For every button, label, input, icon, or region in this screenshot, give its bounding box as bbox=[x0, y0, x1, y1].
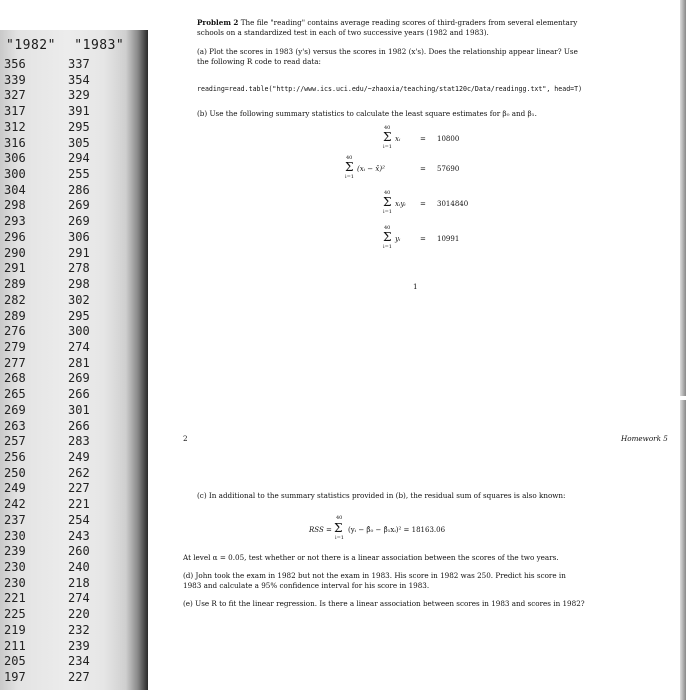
table-row bbox=[0, 293, 140, 309]
table-row bbox=[0, 403, 140, 419]
table-row bbox=[0, 576, 140, 592]
rss-sum-upper: 40 bbox=[336, 515, 343, 521]
score-1982: 219 bbox=[4, 622, 26, 637]
score-1983: 329 bbox=[68, 88, 90, 103]
score-1982: 257 bbox=[4, 434, 26, 449]
sum-lower-limit: i=1 bbox=[345, 174, 354, 180]
score-1983: 274 bbox=[68, 591, 90, 606]
score-1982: 306 bbox=[4, 151, 26, 166]
score-1983: 298 bbox=[68, 277, 90, 292]
header-1982: "1982" bbox=[6, 38, 56, 53]
score-1982: 197 bbox=[4, 670, 26, 685]
homework-page-1 bbox=[155, 5, 675, 395]
sum-expression: xᵢyᵢ bbox=[395, 200, 406, 208]
table-row bbox=[0, 230, 140, 246]
sum-value: 3014840 bbox=[437, 200, 469, 208]
table-row bbox=[0, 340, 140, 356]
score-1982: 296 bbox=[4, 229, 26, 244]
part-a-line-2: the following R code to read data: bbox=[197, 57, 321, 66]
table-row bbox=[0, 261, 140, 277]
sum-lower-limit: i=1 bbox=[383, 209, 392, 215]
score-1982: 268 bbox=[4, 371, 26, 386]
score-1983: 301 bbox=[68, 402, 90, 417]
score-1983: 300 bbox=[68, 324, 90, 339]
header-1983: "1983" bbox=[74, 38, 125, 53]
table-row bbox=[0, 560, 140, 576]
intro-line-2: schools on a standardized test in each of two successive years (1982 and 1983). bbox=[197, 28, 489, 37]
score-1983: 283 bbox=[68, 434, 90, 449]
score-1982: 225 bbox=[4, 607, 26, 622]
score-1982: 230 bbox=[4, 560, 26, 574]
sum-upper-limit: 40 bbox=[384, 190, 391, 196]
table-row bbox=[0, 450, 140, 466]
equals-sign: = bbox=[420, 165, 426, 173]
score-1983: 391 bbox=[68, 104, 90, 119]
table-row bbox=[0, 591, 140, 607]
table-row bbox=[0, 387, 140, 403]
score-1982: 290 bbox=[4, 245, 26, 260]
part-d-line-2: 1983 and calculate a 95% confidence interval for his score in 1983. bbox=[183, 581, 430, 590]
sum-sign: Σ bbox=[383, 195, 392, 209]
sum-upper-limit: 40 bbox=[384, 125, 391, 131]
score-1983: 218 bbox=[68, 575, 90, 590]
score-1982: 279 bbox=[4, 339, 26, 354]
score-1982: 304 bbox=[4, 182, 26, 197]
score-1983: 243 bbox=[68, 528, 90, 543]
table-row bbox=[0, 513, 140, 529]
sum-value: 10800 bbox=[437, 135, 460, 143]
score-1983: 262 bbox=[68, 465, 90, 480]
table-row bbox=[0, 623, 140, 639]
score-1982: 327 bbox=[4, 88, 26, 103]
score-1982: 293 bbox=[4, 214, 26, 229]
score-1983: 249 bbox=[68, 449, 90, 464]
sum-expression: xᵢ bbox=[395, 135, 401, 143]
score-1983: 239 bbox=[68, 638, 90, 653]
score-1982: 356 bbox=[4, 57, 26, 71]
sum-sign: Σ bbox=[334, 521, 343, 535]
equals-sign: = bbox=[420, 200, 426, 208]
page-number-1: 1 bbox=[413, 282, 418, 291]
equals-sign: = bbox=[420, 235, 426, 243]
part-d-line-1: (d) John took the exam in 1982 but not the exam in 1983. His score in 1982 was 250. Predict his score in bbox=[183, 571, 566, 580]
table-row bbox=[0, 73, 140, 89]
table-row bbox=[0, 529, 140, 545]
table-row bbox=[0, 324, 140, 340]
score-1982: 265 bbox=[4, 387, 26, 402]
score-1983: 306 bbox=[68, 229, 90, 244]
sum-sign: Σ bbox=[383, 130, 392, 144]
homework-page-2 bbox=[155, 404, 675, 694]
score-1983: 260 bbox=[68, 544, 90, 559]
sum-lower-limit: i=1 bbox=[383, 144, 392, 150]
score-1983: 337 bbox=[68, 57, 90, 71]
score-1982: 289 bbox=[4, 277, 26, 292]
score-1982: 237 bbox=[4, 512, 26, 527]
page-edge-shadow bbox=[680, 400, 686, 700]
score-1982: 298 bbox=[4, 198, 26, 213]
score-1982: 250 bbox=[4, 465, 26, 480]
score-1983: 254 bbox=[68, 512, 90, 527]
table-row bbox=[0, 214, 140, 230]
page-gap bbox=[150, 396, 700, 404]
score-1983: 281 bbox=[68, 355, 90, 370]
rss-expression: (yᵢ − β̂₀ − β̂₁xᵢ)² = 18163.06 bbox=[348, 526, 446, 534]
table-header bbox=[6, 38, 124, 53]
score-1982: 317 bbox=[4, 104, 26, 119]
table-row bbox=[0, 607, 140, 623]
problem-label: Problem 2 bbox=[197, 18, 239, 27]
score-1982: 263 bbox=[4, 418, 26, 433]
score-1982: 291 bbox=[4, 261, 26, 276]
table-row bbox=[0, 136, 140, 152]
table-row bbox=[0, 246, 140, 262]
page-number-2: 2 bbox=[183, 434, 188, 443]
table-row bbox=[0, 151, 140, 167]
table-row bbox=[0, 198, 140, 214]
table-row bbox=[0, 419, 140, 435]
rss-sum-lower: i=1 bbox=[335, 535, 344, 541]
score-1982: 205 bbox=[4, 654, 26, 669]
score-1982: 289 bbox=[4, 308, 26, 323]
sum-value: 57690 bbox=[437, 165, 460, 173]
score-1983: 266 bbox=[68, 387, 90, 402]
score-1982: 277 bbox=[4, 355, 26, 370]
score-1982: 312 bbox=[4, 119, 26, 134]
score-1982: 339 bbox=[4, 72, 26, 87]
score-1982: 300 bbox=[4, 167, 26, 182]
score-1982: 239 bbox=[4, 544, 26, 559]
score-1983: 220 bbox=[68, 607, 90, 622]
homework-header: Homework 5 bbox=[621, 434, 668, 443]
level-test-text: At level α = 0.05, test whether or not there is a linear association between the scores of the two years. bbox=[183, 553, 559, 562]
score-1983: 227 bbox=[68, 481, 90, 496]
score-1983: 295 bbox=[68, 119, 90, 134]
table-row bbox=[0, 309, 140, 325]
table-row bbox=[0, 497, 140, 513]
score-1982: 269 bbox=[4, 402, 26, 417]
score-1982: 256 bbox=[4, 449, 26, 464]
part-e-text: (e) Use R to fit the linear regression. Is there a linear association between scores in 1983 and scores in 1982? bbox=[183, 599, 585, 608]
score-1982: 249 bbox=[4, 481, 26, 496]
part-c-text: (c) In additional to the summary statistics provided in (b), the residual sum of squares is also known: bbox=[197, 491, 566, 500]
score-1983: 266 bbox=[68, 418, 90, 433]
score-1983: 240 bbox=[68, 560, 90, 574]
score-1983: 227 bbox=[68, 670, 90, 685]
table-row bbox=[0, 466, 140, 482]
sum-expression: (xᵢ − x̄)² bbox=[357, 165, 385, 173]
score-1983: 232 bbox=[68, 622, 90, 637]
intro-line-1: The file "reading" contains average reading scores of third-graders from several elementary bbox=[240, 18, 578, 27]
score-1983: 221 bbox=[68, 497, 90, 512]
table-row bbox=[0, 167, 140, 183]
score-1983: 269 bbox=[68, 198, 90, 213]
score-1982: 276 bbox=[4, 324, 26, 339]
sum-value: 10991 bbox=[437, 235, 460, 243]
table-row bbox=[0, 639, 140, 655]
table-row bbox=[0, 434, 140, 450]
equals-sign: = bbox=[420, 135, 426, 143]
table-rows bbox=[0, 57, 140, 686]
score-1983: 294 bbox=[68, 151, 90, 166]
part-b-text: (b) Use the following summary statistics to calculate the least square estimates for β₀ and β₁. bbox=[197, 109, 537, 118]
score-1982: 230 bbox=[4, 575, 26, 590]
table-row bbox=[0, 104, 140, 120]
score-1983: 354 bbox=[68, 72, 90, 87]
table-row bbox=[0, 371, 140, 387]
score-1983: 255 bbox=[68, 167, 90, 182]
score-1983: 291 bbox=[68, 245, 90, 260]
table-row bbox=[0, 277, 140, 293]
score-1983: 274 bbox=[68, 339, 90, 354]
table-row bbox=[0, 183, 140, 199]
score-1982: 316 bbox=[4, 135, 26, 150]
score-1982: 211 bbox=[4, 638, 26, 653]
table-row bbox=[0, 670, 140, 686]
score-1983: 269 bbox=[68, 214, 90, 229]
sum-expression: yᵢ bbox=[395, 235, 401, 243]
rss-label: RSS = bbox=[309, 526, 332, 534]
sum-sign: Σ bbox=[345, 160, 354, 174]
part-a-line-1: (a) Plot the scores in 1983 (y's) versus the scores in 1982 (x's). Does the relationship appear linear? Use bbox=[197, 47, 578, 56]
table-row bbox=[0, 120, 140, 136]
table-row bbox=[0, 356, 140, 372]
sum-lower-limit: i=1 bbox=[383, 244, 392, 250]
score-1983: 234 bbox=[68, 654, 90, 669]
score-1983: 269 bbox=[68, 371, 90, 386]
score-1983: 295 bbox=[68, 308, 90, 323]
score-1983: 302 bbox=[68, 292, 90, 307]
score-1982: 230 bbox=[4, 528, 26, 543]
page-edge-shadow bbox=[680, 0, 686, 398]
sum-upper-limit: 40 bbox=[384, 225, 391, 231]
table-row bbox=[0, 544, 140, 560]
sum-upper-limit: 40 bbox=[346, 155, 353, 161]
score-1983: 286 bbox=[68, 182, 90, 197]
score-1982: 242 bbox=[4, 497, 26, 512]
r-code-line: reading=read.table("http://www.ics.uci.edu/~zhaoxia/teaching/stat120c/Data/readingg.txt", head=T) bbox=[197, 85, 583, 93]
score-1982: 221 bbox=[4, 591, 26, 606]
score-1983: 278 bbox=[68, 261, 90, 276]
score-1982: 282 bbox=[4, 292, 26, 307]
table-row bbox=[0, 654, 140, 670]
table-row bbox=[0, 481, 140, 497]
table-row bbox=[0, 88, 140, 104]
table-row bbox=[0, 57, 140, 73]
data-table-photo bbox=[0, 30, 148, 690]
score-1983: 305 bbox=[68, 135, 90, 150]
sum-sign: Σ bbox=[383, 230, 392, 244]
